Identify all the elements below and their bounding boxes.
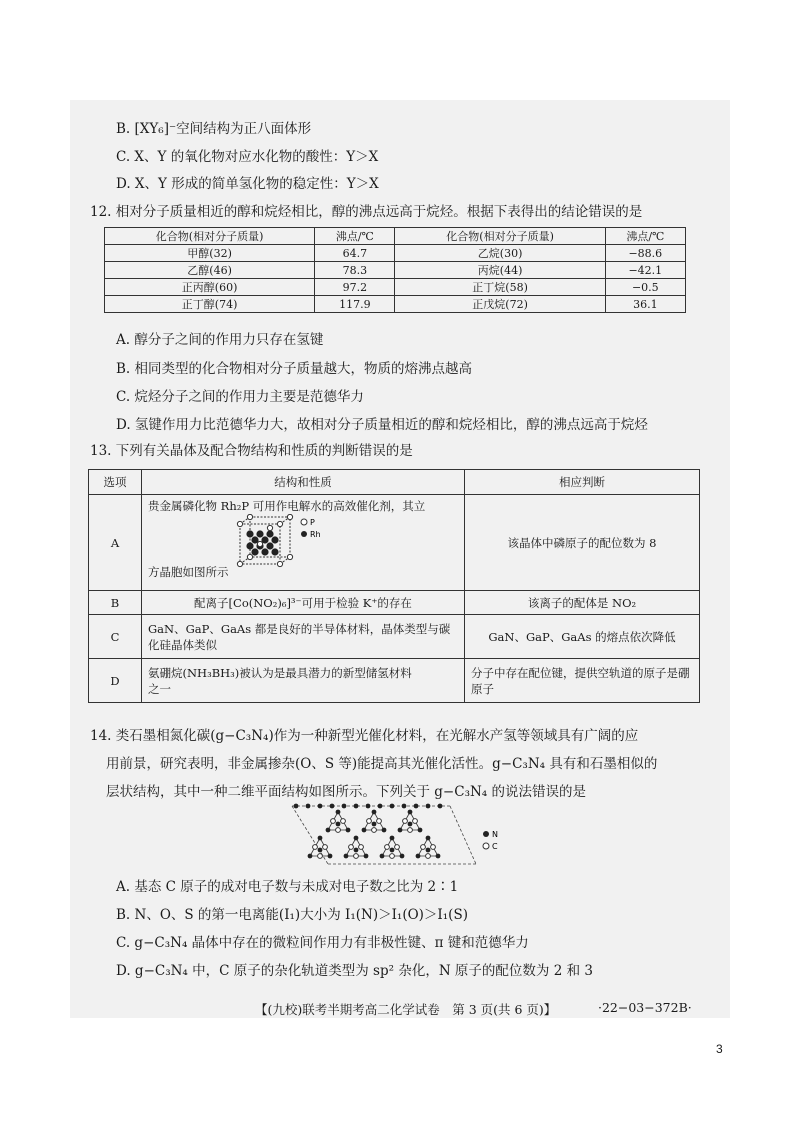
- n-atom: [362, 828, 367, 833]
- c-atom: [354, 854, 359, 859]
- table-header: 沸点/℃: [605, 228, 685, 245]
- footer-title: 【(九校)联考半期考高二化学试卷 第 3 页(共 6 页)】: [255, 1002, 557, 1017]
- c-atom: [413, 819, 418, 824]
- table-cell: 该离子的配体是 NO₂: [465, 591, 700, 615]
- q12-option-c: C. 烷烃分子之间的作用力主要是范德华力: [116, 389, 364, 405]
- rh-legend-label: Rh: [310, 530, 321, 539]
- q12-stem: 12. 相对分子质量相近的醇和烷烃相比，醇的沸点远高于烷烃。根据下表得出的结论错误的是: [90, 204, 643, 220]
- option-c-text-1: GaN、GaP、GaAs 都是良好的半导体材料，晶体类型与碳: [148, 621, 451, 636]
- rh-atom: [246, 542, 253, 549]
- c-atom: [372, 828, 377, 833]
- c-atom: [395, 845, 400, 850]
- p-atom: [267, 525, 272, 530]
- n-atom: [400, 854, 405, 859]
- q12-option-a: A. 醇分子之间的作用力只存在氢键: [116, 332, 324, 348]
- c-atom: [331, 819, 336, 824]
- q14-stem-line1: 14. 类石墨相氮化碳(g−C₃N₄)作为一种新型光催化材料，在光解水产氢等领域具有广阔的应: [90, 728, 639, 744]
- c-atom: [377, 819, 382, 824]
- c-atom: [390, 854, 395, 859]
- n-atom: [336, 810, 341, 815]
- table-cell: 78.3: [315, 262, 395, 279]
- rh-atom: [271, 536, 278, 543]
- table-cell: 36.1: [605, 296, 685, 313]
- n-atom: [426, 804, 431, 809]
- n-atom: [414, 804, 419, 809]
- q14-option-b: B. N、O、S 的第一电离能(I₁)大小为 I₁(N)＞I₁(O)＞I₁(S): [116, 907, 468, 923]
- n-atom: [438, 804, 443, 809]
- n-atom: [308, 854, 313, 859]
- table-cell: A: [89, 495, 142, 591]
- table-row: [105, 245, 686, 262]
- n-atom: [372, 822, 377, 827]
- c-legend-marker: [483, 843, 489, 849]
- table-cell: 97.2: [315, 279, 395, 296]
- table-cell: GaN、GaP、GaAs 的熔点依次降低: [465, 615, 700, 659]
- q14-option-a: A. 基态 C 原子的成对电子数与未成对电子数之比为 2∶1: [116, 879, 459, 895]
- rh-legend-marker: [301, 531, 307, 537]
- c-legend-label: C: [492, 842, 498, 851]
- rh-atom: [266, 530, 273, 537]
- p-atom: [237, 521, 242, 526]
- table-row: [89, 495, 700, 591]
- n-atom: [318, 804, 323, 809]
- n-atom: [390, 804, 395, 809]
- table-header: 选项: [89, 470, 142, 495]
- p-atom: [247, 554, 252, 559]
- table-cell: D: [89, 659, 142, 703]
- rh-atom: [246, 530, 253, 537]
- q14-option-c: C. g−C₃N₄ 晶体中存在的微粒间作用力有非极性键、π 键和范德华力: [116, 935, 529, 951]
- n-atom: [294, 804, 299, 809]
- table-cell: B: [89, 591, 142, 615]
- n-atom: [318, 848, 323, 853]
- q14-stem-line2: 用前景，研究表明，非金属掺杂(O、S 等)能提高其光催化活性。g−C₃N₄ 具有和石墨相似的: [106, 756, 658, 772]
- n-atom: [330, 804, 335, 809]
- n-atom: [346, 828, 351, 833]
- table-cell: C: [89, 615, 142, 659]
- rh2p-unit-cell-figure: [148, 514, 458, 572]
- table-row: [105, 279, 686, 296]
- q11-option-b: B. [XY₆]⁻空间结构为正八面体形: [116, 121, 312, 137]
- n-atom: [306, 804, 311, 809]
- c-atom: [323, 845, 328, 850]
- n-atom: [318, 836, 323, 841]
- table-cell: [142, 659, 465, 703]
- n-atom: [366, 804, 371, 809]
- p-atom: [257, 541, 262, 546]
- n-atom: [354, 848, 359, 853]
- n-atom: [354, 804, 359, 809]
- c-atom: [349, 845, 354, 850]
- q14-option-d: D. g−C₃N₄ 中，C 原子的杂化轨道类型为 sp² 杂化，N 原子的配位数为 2 和 3: [116, 963, 593, 979]
- p-atom: [287, 514, 292, 519]
- n-atom: [436, 854, 441, 859]
- p-atom: [277, 521, 282, 526]
- table-cell: [142, 615, 465, 659]
- table-cell: 正丁烷(58): [395, 279, 605, 296]
- table-cell: [142, 495, 465, 591]
- n-atom: [378, 804, 383, 809]
- table-cell: 64.7: [315, 245, 395, 262]
- table-cell: 正丁醇(74): [105, 296, 315, 313]
- c-atom: [408, 828, 413, 833]
- footer-code: ·22−03−372B·: [598, 1000, 692, 1015]
- p-atom: [277, 561, 282, 566]
- table-cell: 正戊烷(72): [395, 296, 605, 313]
- n-atom: [416, 854, 421, 859]
- q12-option-b: B. 相同类型的化合物相对分子质量越大，物质的熔沸点越高: [116, 361, 473, 377]
- table-cell: −42.1: [605, 262, 685, 279]
- page-number: 3: [716, 1042, 723, 1056]
- rh-atom: [261, 548, 268, 555]
- n-atom: [408, 810, 413, 815]
- g-c3n4-structure-figure: [280, 802, 510, 870]
- p-atom: [287, 554, 292, 559]
- n-atom: [382, 828, 387, 833]
- q11-option-c: C. X、Y 的氧化物对应水化物的酸性：Y＞X: [116, 149, 379, 165]
- c-atom: [341, 819, 346, 824]
- n-atom: [402, 804, 407, 809]
- p-legend-label: P: [310, 518, 315, 527]
- n-atom: [426, 836, 431, 841]
- n-atom: [328, 854, 333, 859]
- c-atom: [431, 845, 436, 850]
- c-atom: [385, 845, 390, 850]
- table-header: 相应判断: [465, 470, 700, 495]
- table-row: [89, 591, 700, 615]
- table-cell: 配离子[Co(NO₂)₆]³⁻可用于检验 K⁺的存在: [142, 591, 465, 615]
- rh-atom: [256, 530, 263, 537]
- rh-atom: [251, 548, 258, 555]
- n-atom: [326, 828, 331, 833]
- q11-option-d: D. X、Y 形成的简单氢化物的稳定性：Y＞X: [116, 176, 379, 192]
- n-atom: [364, 854, 369, 859]
- rh-atom: [266, 542, 273, 549]
- table-header: 化合物(相对分子质量): [395, 228, 605, 245]
- table-cell: −88.6: [605, 245, 685, 262]
- table-cell: −0.5: [605, 279, 685, 296]
- table-cell: 分子中存在配位键，提供空轨道的原子是硼原子: [465, 659, 700, 703]
- p-atom: [247, 514, 252, 519]
- c-atom: [426, 854, 431, 859]
- n-atom: [380, 854, 385, 859]
- c-atom: [336, 828, 341, 833]
- option-a-text-1: 贵金属磷化物 Rh₂P 可用作电解水的高效催化剂，其立: [148, 499, 426, 513]
- table-cell: 117.9: [315, 296, 395, 313]
- n-atom: [390, 848, 395, 853]
- table-row: [105, 296, 686, 313]
- q12-option-d: D. 氢键作用力比范德华力大，故相对分子质量相近的醇和烷烃相比，醇的沸点远高于烷烃: [116, 417, 648, 433]
- option-d-text-2: 之一: [148, 681, 171, 696]
- n-atom: [390, 836, 395, 841]
- n-legend-marker: [483, 831, 489, 837]
- n-atom: [372, 810, 377, 815]
- c-atom: [359, 845, 364, 850]
- c-atom: [367, 819, 372, 824]
- q14-stem-line3: 层状结构，其中一种二维平面结构如图所示。下列关于 g−C₃N₄ 的说法错误的是: [106, 784, 587, 800]
- table-row: [89, 615, 700, 659]
- option-d-text-1: 氨硼烷(NH₃BH₃)被认为是最具潜力的新型储氢材料: [148, 665, 412, 680]
- n-atom: [344, 854, 349, 859]
- c-atom: [403, 819, 408, 824]
- c-atom: [421, 845, 426, 850]
- c-atom: [318, 854, 323, 859]
- n-atom: [336, 822, 341, 827]
- rh-atom: [271, 548, 278, 555]
- table-header: 沸点/℃: [315, 228, 395, 245]
- table-cell: 乙醇(46): [105, 262, 315, 279]
- q13-stem: 13. 下列有关晶体及配合物结构和性质的判断错误的是: [90, 443, 413, 459]
- n-atom: [354, 836, 359, 841]
- option-a-text-2: 方晶胞如图所示: [148, 565, 229, 579]
- table-cell: 甲醇(32): [105, 245, 315, 262]
- n-atom: [408, 822, 413, 827]
- p-atom: [237, 561, 242, 566]
- rh2p-figure-wrap: [148, 514, 458, 572]
- n-legend-label: N: [492, 830, 498, 839]
- table-cell: 乙烷(30): [395, 245, 605, 262]
- n-atom: [342, 804, 347, 809]
- n-atom: [418, 828, 423, 833]
- table-row: [89, 659, 700, 703]
- table-cell: 该晶体中磷原子的配位数为 8: [465, 495, 700, 591]
- table-header: 化合物(相对分子质量): [105, 228, 315, 245]
- n-atom: [426, 848, 431, 853]
- q12-table: [104, 227, 686, 313]
- table-cell: 丙烷(44): [395, 262, 605, 279]
- c-atom: [313, 845, 318, 850]
- table-header: 结构和性质: [142, 470, 465, 495]
- p-legend-marker: [301, 519, 307, 525]
- n-atom: [398, 828, 403, 833]
- option-c-text-2: 化硅晶体类似: [148, 637, 217, 652]
- table-row: [105, 262, 686, 279]
- table-cell: 正丙醇(60): [105, 279, 315, 296]
- q13-table: [88, 469, 700, 703]
